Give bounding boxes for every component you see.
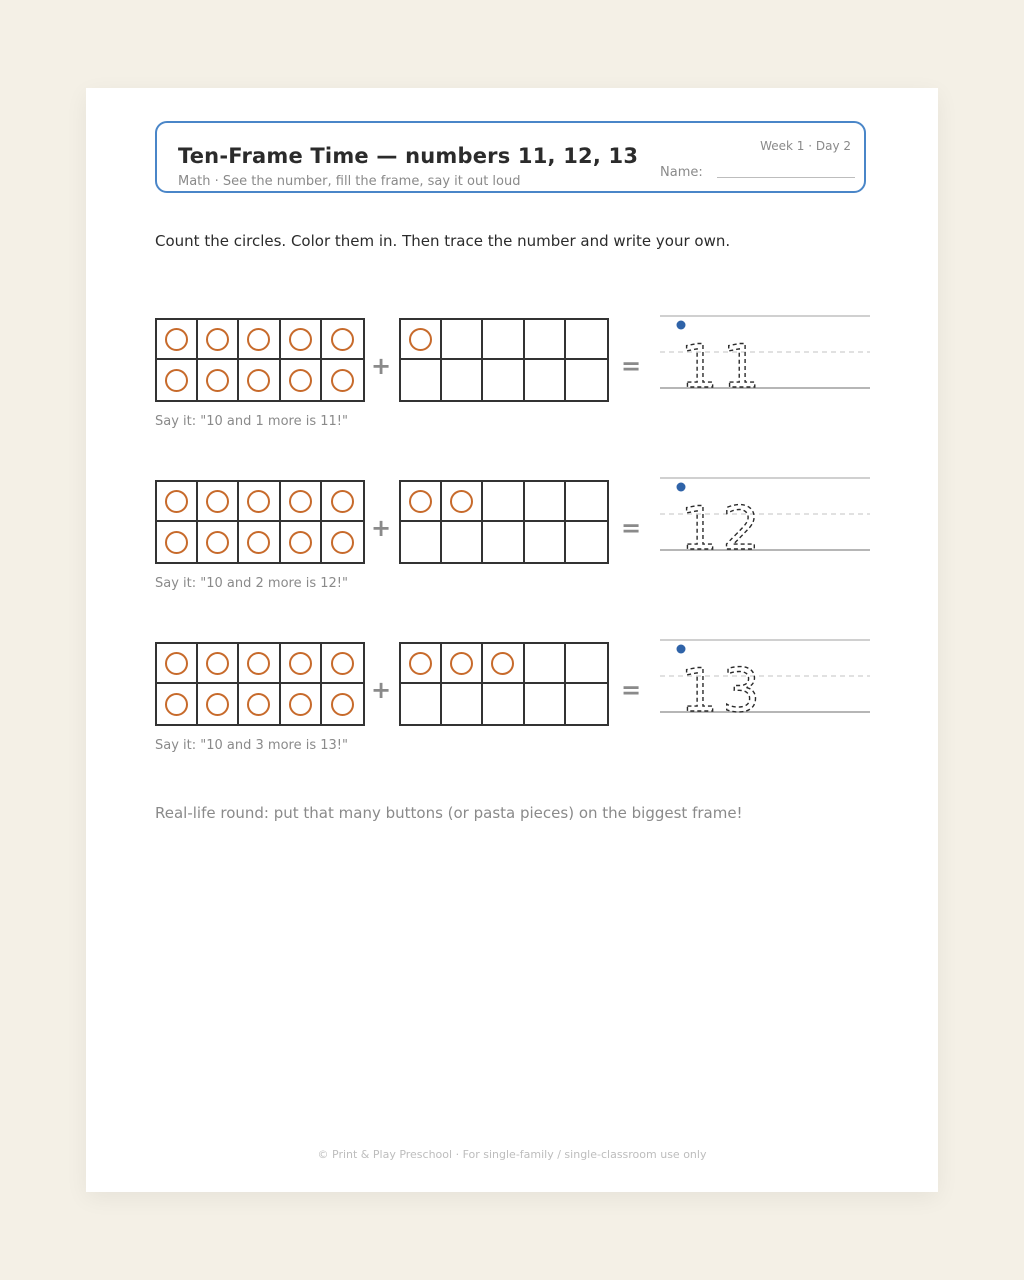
counter-circle[interactable]: [331, 369, 354, 392]
ten-frame-full: [155, 642, 365, 726]
name-label: Name:: [660, 165, 703, 180]
plus-sign: +: [371, 352, 392, 380]
counter-circle[interactable]: [247, 652, 270, 675]
frame-cell[interactable]: [239, 684, 280, 724]
frame-cell[interactable]: [198, 684, 239, 724]
plus-sign: +: [371, 676, 392, 704]
name-field[interactable]: [717, 177, 855, 178]
frame-cell[interactable]: [157, 684, 198, 724]
counter-circle[interactable]: [206, 369, 229, 392]
page-subtitle: Math · See the number, fill the frame, say it out loud: [178, 174, 521, 189]
frame-cell[interactable]: [525, 522, 566, 562]
frame-cell[interactable]: [322, 522, 363, 562]
ten-frame-extra: [399, 480, 609, 564]
tracing-area[interactable]: [660, 476, 870, 554]
frame-cell[interactable]: [483, 482, 524, 522]
frame-cell[interactable]: [239, 360, 280, 400]
ten-frame-extra: [399, 642, 609, 726]
real-life-prompt: Real-life round: put that many buttons (or pasta pieces) on the biggest frame!: [155, 804, 743, 822]
frame-cell[interactable]: [442, 684, 483, 724]
frame-cell[interactable]: [198, 320, 239, 360]
counter-circle[interactable]: [450, 652, 473, 675]
frame-cell[interactable]: [525, 360, 566, 400]
frame-cell[interactable]: [483, 360, 524, 400]
tracing-area[interactable]: [660, 638, 870, 716]
counter-circle[interactable]: [289, 490, 312, 513]
frame-cell[interactable]: [157, 320, 198, 360]
frame-cell[interactable]: [442, 320, 483, 360]
frame-cell[interactable]: [157, 522, 198, 562]
frame-cell[interactable]: [281, 320, 322, 360]
frame-cell[interactable]: [401, 482, 442, 522]
page-title: Ten-Frame Time — numbers 11, 12, 13: [178, 144, 639, 168]
frame-cell[interactable]: [239, 522, 280, 562]
frame-cell[interactable]: [322, 644, 363, 684]
tracing-lines: [660, 638, 870, 716]
tracing-lines: [660, 476, 870, 554]
counter-circle[interactable]: [409, 328, 432, 351]
frame-cell[interactable]: [157, 644, 198, 684]
frame-cell[interactable]: [401, 522, 442, 562]
counter-circle[interactable]: [491, 652, 514, 675]
counter-circle[interactable]: [409, 652, 432, 675]
counter-circle[interactable]: [165, 531, 188, 554]
counter-circle[interactable]: [331, 652, 354, 675]
frame-cell[interactable]: [401, 320, 442, 360]
counter-circle[interactable]: [206, 531, 229, 554]
frame-cell[interactable]: [198, 522, 239, 562]
frame-cell[interactable]: [566, 360, 607, 400]
frame-cell[interactable]: [566, 684, 607, 724]
frame-cell[interactable]: [525, 644, 566, 684]
counter-circle[interactable]: [247, 369, 270, 392]
frame-cell[interactable]: [525, 482, 566, 522]
start-dot-icon: [677, 321, 686, 330]
counter-circle[interactable]: [289, 531, 312, 554]
frame-cell[interactable]: [281, 522, 322, 562]
frame-cell[interactable]: [239, 320, 280, 360]
frame-cell[interactable]: [322, 360, 363, 400]
frame-cell[interactable]: [401, 644, 442, 684]
frame-cell[interactable]: [525, 320, 566, 360]
frame-cell[interactable]: [239, 644, 280, 684]
worksheet-page: [86, 88, 938, 1192]
equals-sign: =: [621, 352, 642, 380]
ten-frame-full: [155, 318, 365, 402]
start-dot-icon: [677, 483, 686, 492]
say-it-prompt: Say it: "10 and 2 more is 12!": [155, 576, 348, 591]
counter-circle[interactable]: [289, 369, 312, 392]
counter-circle[interactable]: [247, 328, 270, 351]
counter-circle[interactable]: [165, 693, 188, 716]
frame-cell[interactable]: [322, 320, 363, 360]
frame-cell[interactable]: [281, 684, 322, 724]
frame-cell[interactable]: [322, 684, 363, 724]
counter-circle[interactable]: [289, 652, 312, 675]
frame-cell[interactable]: [483, 522, 524, 562]
frame-cell[interactable]: [198, 360, 239, 400]
frame-cell[interactable]: [483, 320, 524, 360]
plus-sign: +: [371, 514, 392, 542]
counter-circle[interactable]: [247, 531, 270, 554]
counter-circle[interactable]: [165, 328, 188, 351]
frame-cell[interactable]: [442, 644, 483, 684]
instructions: Count the circles. Color them in. Then trace the number and write your own.: [155, 232, 731, 250]
frame-cell[interactable]: [239, 482, 280, 522]
frame-cell[interactable]: [566, 482, 607, 522]
frame-cell[interactable]: [157, 482, 198, 522]
copyright-footer: © Print & Play Preschool · For single-family / single-classroom use only: [317, 1148, 707, 1161]
frame-cell[interactable]: [442, 522, 483, 562]
week-day-label: Week 1 · Day 2: [760, 139, 851, 153]
frame-cell[interactable]: [401, 684, 442, 724]
counter-circle[interactable]: [331, 531, 354, 554]
frame-cell[interactable]: [442, 360, 483, 400]
counter-circle[interactable]: [206, 693, 229, 716]
counter-circle[interactable]: [165, 490, 188, 513]
frame-cell[interactable]: [566, 522, 607, 562]
frame-cell[interactable]: [566, 644, 607, 684]
frame-cell[interactable]: [281, 360, 322, 400]
equals-sign: =: [621, 514, 642, 542]
frame-cell[interactable]: [157, 360, 198, 400]
frame-cell[interactable]: [525, 684, 566, 724]
frame-cell[interactable]: [281, 482, 322, 522]
counter-circle[interactable]: [331, 328, 354, 351]
counter-circle[interactable]: [289, 328, 312, 351]
frame-cell[interactable]: [322, 482, 363, 522]
trace-number: 12: [680, 494, 765, 554]
tracing-area[interactable]: [660, 314, 870, 392]
ten-frame-full: [155, 480, 365, 564]
ten-frame-extra: [399, 318, 609, 402]
equals-sign: =: [621, 676, 642, 704]
frame-cell[interactable]: [198, 482, 239, 522]
counter-circle[interactable]: [247, 490, 270, 513]
frame-cell[interactable]: [483, 684, 524, 724]
frame-cell[interactable]: [566, 320, 607, 360]
counter-circle[interactable]: [289, 693, 312, 716]
counter-circle[interactable]: [165, 652, 188, 675]
counter-circle[interactable]: [165, 369, 188, 392]
counter-circle[interactable]: [206, 652, 229, 675]
frame-cell[interactable]: [281, 644, 322, 684]
trace-number: 11: [680, 332, 765, 392]
say-it-prompt: Say it: "10 and 1 more is 11!": [155, 414, 348, 429]
tracing-lines: [660, 314, 870, 392]
counter-circle[interactable]: [247, 693, 270, 716]
start-dot-icon: [677, 645, 686, 654]
frame-cell[interactable]: [483, 644, 524, 684]
say-it-prompt: Say it: "10 and 3 more is 13!": [155, 738, 348, 753]
frame-cell[interactable]: [401, 360, 442, 400]
counter-circle[interactable]: [206, 328, 229, 351]
counter-circle[interactable]: [331, 693, 354, 716]
worksheet-header: [155, 121, 866, 193]
counter-circle[interactable]: [450, 490, 473, 513]
counter-circle[interactable]: [206, 490, 229, 513]
frame-cell[interactable]: [198, 644, 239, 684]
trace-number: 13: [680, 656, 765, 716]
counter-circle[interactable]: [331, 490, 354, 513]
frame-cell[interactable]: [442, 482, 483, 522]
counter-circle[interactable]: [409, 490, 432, 513]
